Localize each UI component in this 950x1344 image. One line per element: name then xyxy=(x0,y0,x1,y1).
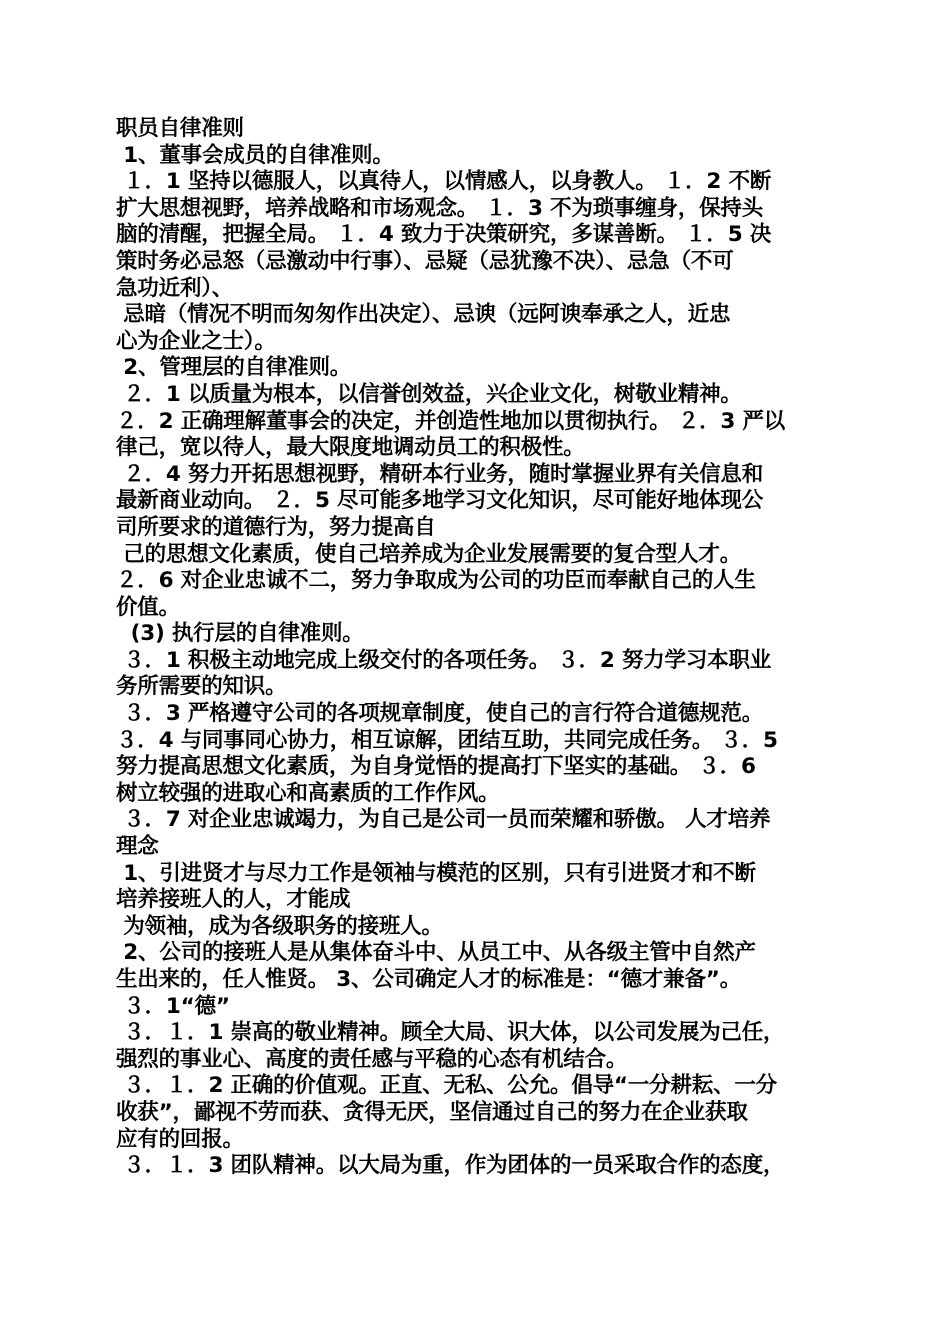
text-line: 理念 xyxy=(116,834,159,860)
document-page xyxy=(116,116,838,1180)
text-line: ３．3 严格遵守公司的各项规章制度，使自己的言行符合道德规范。 xyxy=(116,701,764,727)
text-line: ３．7 对企业忠诚竭力，为自己是公司一员而荣耀和骄傲。 人才培养 xyxy=(116,807,771,833)
text-line: 收获”，鄙视不劳而获、贪得无厌，坚信通过自己的努力在企业获取 xyxy=(116,1099,748,1125)
text-line: 生出来的，任人惟贤。 3、公司确定人才的标准是：“德才兼备”。 xyxy=(116,967,742,992)
text-line: ３．1“德” xyxy=(116,993,230,1019)
text-line: ２．2 正确理解董事会的决定，并创造性地加以贯彻执行。 ２．3 严以 xyxy=(116,408,786,434)
text-line: 应有的回报。 xyxy=(116,1126,244,1152)
text-line: 己的思想文化素质，使自己培养成为企业发展需要的复合型人才。 xyxy=(116,541,741,567)
text-line: 策时务必忌怒（忌激动中行事）、忌疑（忌犹豫不决）、忌急（不可 xyxy=(116,248,734,274)
text-line: 1、引进贤才与尽力工作是领袖与模范的区别，只有引进贤才和不断 xyxy=(116,860,756,886)
text-line: 心为企业之士）。 xyxy=(116,328,276,354)
text-line: 务所需要的知识。 xyxy=(116,674,287,700)
text-line: ３．１．2 正确的价值观。正直、无私、公允。倡导“一分耕耘、一分 xyxy=(116,1073,777,1099)
text-line: ３．1 积极主动地完成上级交付的各项任务。 ３．2 努力学习本职业 xyxy=(116,647,772,673)
text-line: ２．1 以质量为根本，以信誉创效益，兴企业文化，树敬业精神。 xyxy=(116,381,742,407)
text-line: ３．4 与同事同心协力，相互谅解，团结互助，共同完成任务。 ３．5 xyxy=(116,727,778,753)
text-line: 为领袖，成为各级职务的接班人。 xyxy=(116,913,443,939)
section-heading: (3) 执行层的自律准则。 xyxy=(116,621,364,647)
text-line: 树立较强的进取心和高素质的工作作风。 xyxy=(116,780,500,806)
text-line: 培养接班人的人，才能成 xyxy=(116,887,351,913)
text-line: 努力提高思想文化素质，为自身觉悟的提高打下坚实的基础。 ３．6 xyxy=(116,754,756,780)
text-line: ２．6 对企业忠诚不二，努力争取成为公司的功臣而奉献自己的人生 xyxy=(116,568,756,594)
text-line: 价值。 xyxy=(116,594,180,620)
text-line: 急功近利）、 xyxy=(116,275,234,301)
text-line: 最新商业动向。 ２．5 尽可能多地学习文化知识，尽可能好地体现公 xyxy=(116,488,764,514)
text-line: 脑的清醒，把握全局。 １．4 致力于决策研究，多谋善断。 １．5 决 xyxy=(116,222,772,248)
text-line: 司所要求的道德行为，努力提高自 xyxy=(116,514,436,540)
text-line: 扩大思想视野，培养战略和市场观念。 １．3 不为琐事缠身，保持头 xyxy=(116,195,764,221)
text-line: 忌暗（情况不明而匆匆作出决定）、忌谀（远阿谀奉承之人，近忠 xyxy=(116,302,731,328)
text-line: 强烈的事业心、高度的责任感与平稳的心态有机结合。 xyxy=(116,1046,628,1072)
text-line: 律己，宽以待人，最大限度地调动员工的积极性。 xyxy=(116,435,585,461)
text-line: ２．4 努力开拓思想视野，精研本行业务，随时掌握业界有关信息和 xyxy=(116,461,764,487)
section-heading: 1、董事会成员的自律准则。 xyxy=(116,142,394,168)
text-line: ３．１．1 崇高的敬业精神。顾全大局、识大体，以公司发展为己任， xyxy=(116,1020,785,1046)
text-line: 2、公司的接班人是从集体奋斗中、从员工中、从各级主管中自然产 xyxy=(116,940,756,966)
section-heading: 2、管理层的自律准则。 xyxy=(116,355,352,381)
document-title: 职员自律准则 xyxy=(116,116,244,141)
text-line: １．1 坚持以德服人，以真待人，以情感人，以身教人。 １．2 不断 xyxy=(116,169,772,195)
text-line: ３．１．3 团队精神。以大局为重，作为团体的一员采取合作的态度， xyxy=(116,1153,785,1179)
